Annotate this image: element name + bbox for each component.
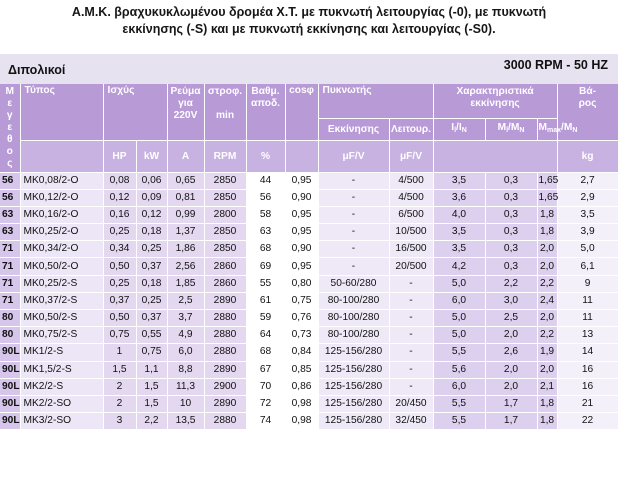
cell-cosphi: 0,98 [285, 395, 318, 412]
cell-max-torque-ratio: 2,2 [537, 275, 557, 292]
cell-efficiency: 69 [246, 258, 285, 275]
cell-size: 90L [0, 361, 20, 378]
cell-torque-ratio: 0,3 [485, 241, 537, 258]
cell-cap-run: 10/500 [389, 224, 433, 241]
cell-max-torque-ratio: 1,8 [537, 395, 557, 412]
cell-hp: 3 [103, 413, 136, 430]
table-row [0, 172, 618, 189]
cell-cap-run: 6/500 [389, 206, 433, 223]
cell-weight: 11 [557, 310, 618, 327]
cell-kw: 0,37 [136, 310, 167, 327]
cell-type: MK0,50/2-S [20, 310, 103, 327]
cell-kw: 0,06 [136, 172, 167, 189]
cell-size: 71 [0, 258, 20, 275]
cell-current-ratio: 4,0 [433, 206, 485, 223]
cell-current: 0,99 [167, 206, 204, 223]
cell-torque-ratio: 1,7 [485, 413, 537, 430]
cell-type: MK1/2-S [20, 344, 103, 361]
cell-torque-ratio: 2,0 [485, 378, 537, 395]
unit-hp: HP [103, 140, 136, 172]
cell-type: MK0,25/2-O [20, 224, 103, 241]
cell-hp: 0,08 [103, 172, 136, 189]
cell-type: MK0,37/2-S [20, 292, 103, 309]
header-char-torque-ratio: $M_l/M_N$ [485, 118, 537, 140]
cell-cap-start: - [318, 206, 389, 223]
cell-max-torque-ratio: 1,8 [537, 224, 557, 241]
cell-cap-start: 125-156/280 [318, 378, 389, 395]
cell-torque-ratio: 1,7 [485, 395, 537, 412]
cell-hp: 0,34 [103, 241, 136, 258]
title-line-1: Α.Μ.Κ. βραχυκυκλωμένου δρομέα Χ.Τ. με πυκνωτή λειτουργίας (-0), με πυκνωτή [71, 5, 547, 19]
cell-rpm: 2890 [204, 395, 246, 412]
cell-max-torque-ratio: 1,65 [537, 189, 557, 206]
cell-rpm: 2850 [204, 189, 246, 206]
cell-cap-start: 50-60/280 [318, 275, 389, 292]
cell-cap-start: 125-156/280 [318, 413, 389, 430]
cell-size: 71 [0, 275, 20, 292]
cell-current-ratio: 5,5 [433, 395, 485, 412]
header-cap-start: Εκκίνησης [318, 118, 389, 140]
cell-efficiency: 70 [246, 378, 285, 395]
cell-efficiency: 68 [246, 344, 285, 361]
table-row [0, 206, 618, 223]
cell-cap-start: 125-156/280 [318, 395, 389, 412]
cell-rpm: 2850 [204, 241, 246, 258]
table-row [0, 189, 618, 206]
cell-kw: 1,5 [136, 378, 167, 395]
cell-cap-run: - [389, 361, 433, 378]
cell-weight: 13 [557, 327, 618, 344]
cell-hp: 0,25 [103, 275, 136, 292]
table-row [0, 361, 618, 378]
cell-current-ratio: 5,0 [433, 327, 485, 344]
cell-current: 10 [167, 395, 204, 412]
cell-rpm: 2860 [204, 275, 246, 292]
cell-rpm: 2880 [204, 413, 246, 430]
cell-max-torque-ratio: 1,9 [537, 344, 557, 361]
cell-current-ratio: 3,5 [433, 224, 485, 241]
cell-cap-run: 20/450 [389, 395, 433, 412]
cell-rpm: 2890 [204, 292, 246, 309]
cell-current: 2,5 [167, 292, 204, 309]
cell-torque-ratio: 0,3 [485, 258, 537, 275]
table-row [0, 275, 618, 292]
cell-current: 4,9 [167, 327, 204, 344]
cell-efficiency: 44 [246, 172, 285, 189]
cell-rpm: 2800 [204, 206, 246, 223]
cell-hp: 0,16 [103, 206, 136, 223]
header-size: Μ ε γ ε θ ο ς [0, 84, 20, 172]
cell-cap-start: - [318, 189, 389, 206]
cell-weight: 2,7 [557, 172, 618, 189]
cell-rpm: 2860 [204, 258, 246, 275]
cell-hp: 1 [103, 344, 136, 361]
cell-current-ratio: 6,0 [433, 378, 485, 395]
cell-rpm: 2850 [204, 224, 246, 241]
cell-efficiency: 56 [246, 189, 285, 206]
header-characteristics: Χαρακτηριστικά εκκίνησης [433, 84, 557, 118]
cell-current: 13,5 [167, 413, 204, 430]
title-line-2: εκκίνησης (-S) και με πυκνωτή εκκίνησης και λειτουργίας (-S0). [122, 22, 496, 36]
cell-max-torque-ratio: 2,0 [537, 258, 557, 275]
cell-size: 56 [0, 189, 20, 206]
cell-hp: 0,50 [103, 310, 136, 327]
cell-rpm: 2850 [204, 172, 246, 189]
cell-current-ratio: 6,0 [433, 292, 485, 309]
cell-type: MK0,34/2-O [20, 241, 103, 258]
table-row [0, 344, 618, 361]
cell-weight: 21 [557, 395, 618, 412]
cell-current-ratio: 5,6 [433, 361, 485, 378]
cell-cosphi: 0,84 [285, 344, 318, 361]
motor-spec-table [0, 84, 619, 430]
cell-type: MK2/2-S [20, 378, 103, 395]
unit-uf-start: μF/V [318, 140, 389, 172]
cell-kw: 1,5 [136, 395, 167, 412]
cell-kw: 0,25 [136, 292, 167, 309]
header-capacitor: Πυκνωτής [318, 84, 433, 118]
cell-torque-ratio: 0,3 [485, 206, 537, 223]
cell-type: MK0,12/2-O [20, 189, 103, 206]
header-cap-run: Λειτουρ. [389, 118, 433, 140]
table-row [0, 413, 618, 430]
cell-weight: 2,9 [557, 189, 618, 206]
cell-efficiency: 74 [246, 413, 285, 430]
header-type: Τύπος [20, 84, 103, 140]
cell-size: 71 [0, 241, 20, 258]
cell-torque-ratio: 3,0 [485, 292, 537, 309]
cell-hp: 1,5 [103, 361, 136, 378]
cell-cap-start: 80-100/280 [318, 310, 389, 327]
unit-cos-blank [285, 140, 318, 172]
cell-rpm: 2880 [204, 344, 246, 361]
cell-cap-run: - [389, 310, 433, 327]
cell-rpm: 2900 [204, 378, 246, 395]
cell-efficiency: 64 [246, 327, 285, 344]
table-row [0, 224, 618, 241]
cell-cosphi: 0,86 [285, 378, 318, 395]
cell-hp: 0,25 [103, 224, 136, 241]
cell-weight: 16 [557, 361, 618, 378]
unit-char-blank [433, 140, 557, 172]
header-speed: στροφ. min [204, 84, 246, 140]
table-row [0, 378, 618, 395]
cell-type: MK0,16/2-O [20, 206, 103, 223]
cell-weight: 9 [557, 275, 618, 292]
cell-type: MK0,08/2-O [20, 172, 103, 189]
cell-kw: 0,09 [136, 189, 167, 206]
cell-type: MK1,5/2-S [20, 361, 103, 378]
header-weight: Βά- ρος [557, 84, 618, 140]
cell-size: 71 [0, 292, 20, 309]
cell-cosphi: 0,76 [285, 310, 318, 327]
cell-current: 1,86 [167, 241, 204, 258]
cell-torque-ratio: 2,0 [485, 361, 537, 378]
cell-max-torque-ratio: 2,0 [537, 310, 557, 327]
cell-cap-run: - [389, 275, 433, 292]
cell-cosphi: 0,73 [285, 327, 318, 344]
header-current: Ρεύμα για 220V [167, 84, 204, 140]
cell-current: 0,81 [167, 189, 204, 206]
unit-kg: kg [557, 140, 618, 172]
cell-efficiency: 58 [246, 206, 285, 223]
section-label: Διπολικοί [8, 63, 66, 77]
cell-cap-run: 20/500 [389, 258, 433, 275]
cell-cosphi: 0,80 [285, 275, 318, 292]
cell-max-torque-ratio: 2,0 [537, 241, 557, 258]
cell-current-ratio: 3,5 [433, 241, 485, 258]
cell-weight: 11 [557, 292, 618, 309]
cell-current: 8,8 [167, 361, 204, 378]
header-efficiency: Βαθμ. αποδ. [246, 84, 285, 140]
cell-torque-ratio: 2,0 [485, 327, 537, 344]
cell-cosphi: 0,95 [285, 258, 318, 275]
cell-size: 90L [0, 344, 20, 361]
cell-cap-run: - [389, 292, 433, 309]
table-row [0, 327, 618, 344]
cell-cap-run: 4/500 [389, 189, 433, 206]
cell-cap-start: 125-156/280 [318, 344, 389, 361]
unit-pct: % [246, 140, 285, 172]
cell-cap-start: 80-100/280 [318, 327, 389, 344]
table-body [0, 172, 618, 430]
header-cosphi: cosφ [285, 84, 318, 140]
cell-weight: 6,1 [557, 258, 618, 275]
cell-max-torque-ratio: 1,8 [537, 413, 557, 430]
cell-cosphi: 0,75 [285, 292, 318, 309]
cell-hp: 2 [103, 395, 136, 412]
cell-kw: 0,18 [136, 275, 167, 292]
table-row [0, 292, 618, 309]
document-title [0, 0, 618, 52]
cell-rpm: 2890 [204, 361, 246, 378]
unit-amp: A [167, 140, 204, 172]
cell-efficiency: 63 [246, 224, 285, 241]
cell-cosphi: 0,90 [285, 241, 318, 258]
cell-weight: 14 [557, 344, 618, 361]
cell-current: 0,65 [167, 172, 204, 189]
cell-cosphi: 0,95 [285, 172, 318, 189]
cell-hp: 2 [103, 378, 136, 395]
cell-kw: 0,37 [136, 258, 167, 275]
cell-efficiency: 59 [246, 310, 285, 327]
cell-cap-start: 125-156/280 [318, 361, 389, 378]
cell-cap-start: - [318, 172, 389, 189]
cell-rpm: 2880 [204, 327, 246, 344]
cell-current-ratio: 5,5 [433, 413, 485, 430]
unit-rpm: RPM [204, 140, 246, 172]
cell-kw: 0,25 [136, 241, 167, 258]
cell-cosphi: 0,95 [285, 224, 318, 241]
header-char-current-ratio: $I_l/I_N$ [433, 118, 485, 140]
cell-efficiency: 55 [246, 275, 285, 292]
cell-current: 3,7 [167, 310, 204, 327]
cell-size: 56 [0, 172, 20, 189]
cell-current-ratio: 3,6 [433, 189, 485, 206]
cell-current: 11,3 [167, 378, 204, 395]
cell-size: 90L [0, 413, 20, 430]
cell-cap-run: 16/500 [389, 241, 433, 258]
cell-kw: 2,2 [136, 413, 167, 430]
cell-cosphi: 0,95 [285, 206, 318, 223]
cell-current-ratio: 4,2 [433, 258, 485, 275]
section-bar [0, 54, 618, 84]
cell-cap-start: - [318, 258, 389, 275]
cell-cosphi: 0,85 [285, 361, 318, 378]
cell-weight: 3,5 [557, 206, 618, 223]
cell-torque-ratio: 2,5 [485, 310, 537, 327]
cell-cap-run: - [389, 327, 433, 344]
cell-hp: 0,75 [103, 327, 136, 344]
cell-current-ratio: 3,5 [433, 172, 485, 189]
cell-size: 63 [0, 224, 20, 241]
cell-type: MK3/2-SO [20, 413, 103, 430]
cell-current-ratio: 5,0 [433, 275, 485, 292]
cell-type: MK2/2-SO [20, 395, 103, 412]
cell-rpm: 2880 [204, 310, 246, 327]
cell-kw: 0,12 [136, 206, 167, 223]
cell-kw: 0,75 [136, 344, 167, 361]
cell-cap-start: - [318, 224, 389, 241]
cell-type: MK0,50/2-O [20, 258, 103, 275]
cell-current: 1,37 [167, 224, 204, 241]
cell-kw: 0,55 [136, 327, 167, 344]
cell-max-torque-ratio: 2,4 [537, 292, 557, 309]
header-power: Ισχύς [103, 84, 167, 140]
cell-size: 80 [0, 310, 20, 327]
cell-efficiency: 68 [246, 241, 285, 258]
cell-current: 2,56 [167, 258, 204, 275]
cell-torque-ratio: 0,3 [485, 189, 537, 206]
table-row [0, 241, 618, 258]
table-row [0, 258, 618, 275]
cell-cap-run: - [389, 378, 433, 395]
cell-current-ratio: 5,0 [433, 310, 485, 327]
cell-torque-ratio: 2,6 [485, 344, 537, 361]
cell-size: 80 [0, 327, 20, 344]
table-row [0, 395, 618, 412]
cell-weight: 5,0 [557, 241, 618, 258]
cell-max-torque-ratio: 2,0 [537, 361, 557, 378]
cell-weight: 16 [557, 378, 618, 395]
cell-size: 63 [0, 206, 20, 223]
cell-kw: 0,18 [136, 224, 167, 241]
cell-size: 90L [0, 395, 20, 412]
cell-cosphi: 0,98 [285, 413, 318, 430]
cell-type: MK0,75/2-S [20, 327, 103, 344]
cell-efficiency: 67 [246, 361, 285, 378]
unit-uf-run: μF/V [389, 140, 433, 172]
cell-size: 90L [0, 378, 20, 395]
cell-kw: 1,1 [136, 361, 167, 378]
cell-torque-ratio: 0,3 [485, 224, 537, 241]
cell-cap-start: - [318, 241, 389, 258]
unit-kw: kW [136, 140, 167, 172]
cell-cap-start: 80-100/280 [318, 292, 389, 309]
cell-current-ratio: 5,5 [433, 344, 485, 361]
cell-torque-ratio: 2,2 [485, 275, 537, 292]
speed-label: 3000 RPM - 50 HZ [503, 58, 608, 72]
cell-efficiency: 61 [246, 292, 285, 309]
cell-weight: 3,9 [557, 224, 618, 241]
cell-current: 6,0 [167, 344, 204, 361]
cell-hp: 0,50 [103, 258, 136, 275]
cell-torque-ratio: 0,3 [485, 172, 537, 189]
cell-type: MK0,25/2-S [20, 275, 103, 292]
cell-max-torque-ratio: 1,65 [537, 172, 557, 189]
cell-hp: 0,12 [103, 189, 136, 206]
header-char-max-torque-ratio: $M_{max}/M_N$ [537, 118, 557, 140]
cell-current: 1,85 [167, 275, 204, 292]
cell-cosphi: 0,90 [285, 189, 318, 206]
table-row [0, 310, 618, 327]
cell-cap-run: 32/450 [389, 413, 433, 430]
unit-type-blank [20, 140, 103, 172]
cell-cap-run: 4/500 [389, 172, 433, 189]
cell-efficiency: 72 [246, 395, 285, 412]
cell-weight: 22 [557, 413, 618, 430]
cell-max-torque-ratio: 1,8 [537, 206, 557, 223]
cell-max-torque-ratio: 2,1 [537, 378, 557, 395]
cell-cap-run: - [389, 344, 433, 361]
cell-max-torque-ratio: 2,2 [537, 327, 557, 344]
cell-hp: 0,37 [103, 292, 136, 309]
